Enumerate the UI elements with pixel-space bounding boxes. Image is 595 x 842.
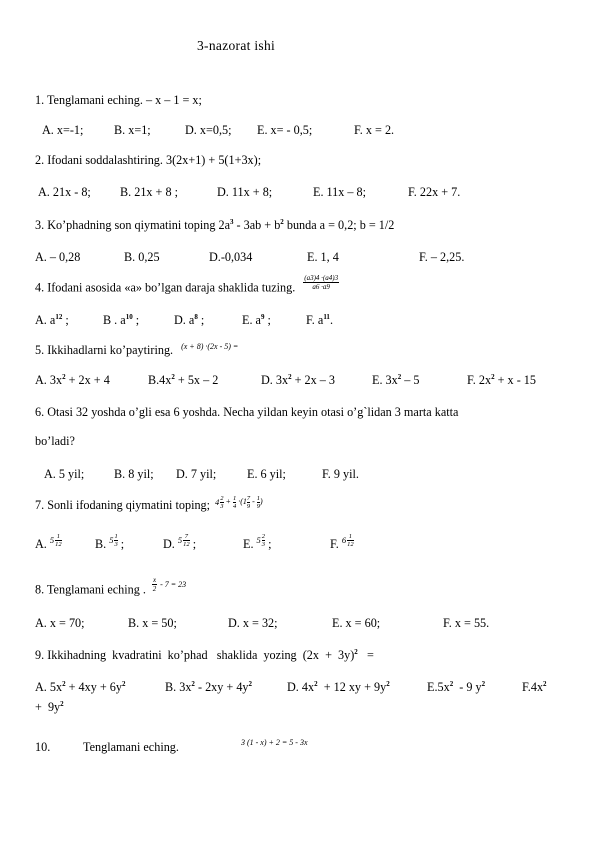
q10-number: 10. — [35, 740, 51, 754]
question-7-options — [35, 532, 354, 553]
option-a: A. 5 yil; — [44, 467, 85, 481]
q7-expression: 4 2 3 + $\frac{1}{4}$ ·(1 7 9 - 1 9 ) — [215, 494, 263, 510]
question-6-line-2: bo’ladi? — [35, 434, 75, 448]
option-d: D. x = 32; — [228, 616, 278, 630]
option-d: D. $3x^2 + 2x - 3$ — [261, 373, 336, 387]
q10-expression: 3 (1 - x) + 2 = 5 - 3x — [240, 738, 308, 747]
option-d: D. x=0,5; — [185, 123, 232, 137]
option-e: $E.5x^2 - 9$ $y^2$ — [427, 680, 486, 694]
q5-expression: (x + 8) ·(2x - 5) = — [181, 342, 239, 351]
question-9-continuation: + $9y^2$ — [35, 700, 64, 714]
option-e: E. x = 60; — [332, 616, 381, 630]
option-f: F. x = 55. — [443, 616, 490, 630]
option-e: E. $a^9$ ; — [242, 313, 271, 327]
q5-text: 5. Ikkihadlarni ko’paytiring. — [35, 343, 174, 357]
option-d: D. $4x^2 + 12$ xy + $9y^2$ — [287, 680, 390, 694]
option-f: F. 6 1 12 — [330, 532, 354, 551]
option-f: F. – 2,25. — [419, 250, 465, 264]
option-f: F. 22x + 7. — [408, 185, 461, 199]
question-1-options — [42, 123, 394, 137]
option-f: F. x = 2. — [354, 123, 395, 137]
option-b: B . $a^{10}$ ; — [103, 313, 140, 327]
question-5 — [35, 343, 238, 359]
question-8 — [35, 576, 187, 599]
option-b: B. 8 yil; — [114, 467, 154, 481]
option-e: E. x= - 0,5; — [257, 123, 313, 137]
option-a: A. x=-1; — [42, 123, 84, 137]
question-9-options — [35, 680, 547, 694]
option-a: A. $5x^2 + 4xy + 6y^2$ — [35, 680, 126, 694]
question-7 — [35, 494, 263, 514]
q4-expression — [303, 274, 339, 291]
question-2-options — [38, 185, 460, 199]
question-6-line-1: 6. Otasi 32 yoshda o’gli esa 6 yoshda. Necha yildan keyin otasi o’g`lidan 3 marta katta — [35, 405, 459, 419]
q3-text-c: bunda a = 0,2; b = 1/2 — [283, 218, 395, 232]
question-2: 2. Ifodani soddalashtiring. 3(2x+1) + 5(1+3x); — [35, 153, 262, 167]
q4-numerator: (a3)4 ·(a4)3 — [304, 274, 339, 282]
option-e: E. 6 yil; — [247, 467, 286, 481]
option-b: B. 0,25 — [124, 250, 160, 264]
option-a: A. 21x - 8; — [38, 185, 91, 199]
q3-text-a: 3. Ko’phadning son qiymatini toping 2a — [35, 218, 230, 232]
option-b: B. 21x + 8 ; — [120, 185, 178, 199]
question-3-options — [35, 250, 464, 264]
q8-fraction: $\frac{x}{2}$ — [152, 576, 157, 593]
option-d: D. 7 yil; — [176, 467, 217, 481]
option-e: E. 11x – 8; — [313, 185, 367, 199]
option-d: D. 5 7 12 ; — [163, 532, 197, 551]
question-3 — [35, 218, 394, 232]
option-d: D. 11x + 8; — [217, 185, 273, 199]
option-f: $F.4x^2$ — [522, 680, 547, 694]
option-b: B. $3x^2 - 2xy + 4y^2$ — [165, 680, 253, 694]
question-6-options — [44, 467, 359, 481]
page-title: 3-nazorat ishi — [197, 38, 276, 53]
q7-text: 7. Sonli ifodaning qiymatini toping; — [35, 498, 211, 512]
option-e: E. 1, 4 — [307, 250, 339, 264]
question-8-options — [35, 616, 489, 630]
question-4-options — [35, 313, 333, 327]
question-5-options — [35, 373, 536, 387]
option-f: F. $2x^2 + x - 15$ — [467, 373, 536, 387]
q4-denominator: a6 ·a9 — [312, 283, 330, 291]
option-b: $B.4x^2 + 5x - 2$ — [148, 373, 219, 387]
option-a: A. $a^{12}$ ; — [35, 313, 69, 327]
option-a: A. x = 70; — [35, 616, 85, 630]
option-b: B. 5 1 3 ; — [95, 532, 125, 551]
q3-sup-1: 3 — [229, 218, 234, 226]
option-a: A. – 0,28 — [35, 250, 81, 264]
option-d: D.-0,034 — [209, 250, 253, 264]
q8-text: 8. Tenglamani eching . — [35, 582, 146, 597]
option-d: D. $a^8$ ; — [174, 313, 205, 327]
question-9: 9. Ikkihadning kvadratini ko’phad shaklida yozing $(2x + 3y)^2$ = — [35, 648, 374, 662]
q3-sup-2: 2 — [280, 218, 284, 226]
option-b: B. x = 50; — [128, 616, 177, 630]
question-10 — [35, 740, 308, 756]
q3-text-b: - 3ab + b — [233, 218, 281, 232]
option-b: B. x=1; — [114, 123, 151, 137]
option-f: F. $a^{11}$. — [306, 313, 333, 327]
option-e: E. $3x^2 - 5$ — [372, 373, 420, 387]
q4-text: 4. Ifodani asosida «a» bo’lgan daraja shaklida tuzing. — [35, 280, 296, 295]
option-a: A. 5 1 12 — [35, 532, 62, 551]
option-a: A. $3x^2 + 2x + 4$ — [35, 373, 110, 387]
question-1: 1. Tenglamani eching. – x – 1 = x; — [35, 93, 202, 107]
q10-text: Tenglamani eching. — [83, 740, 179, 754]
q8-rest: - 7 = 23 — [160, 580, 187, 590]
option-f: F. 9 yil. — [322, 467, 359, 481]
option-e: E. 5 2 3 ; — [243, 532, 272, 551]
